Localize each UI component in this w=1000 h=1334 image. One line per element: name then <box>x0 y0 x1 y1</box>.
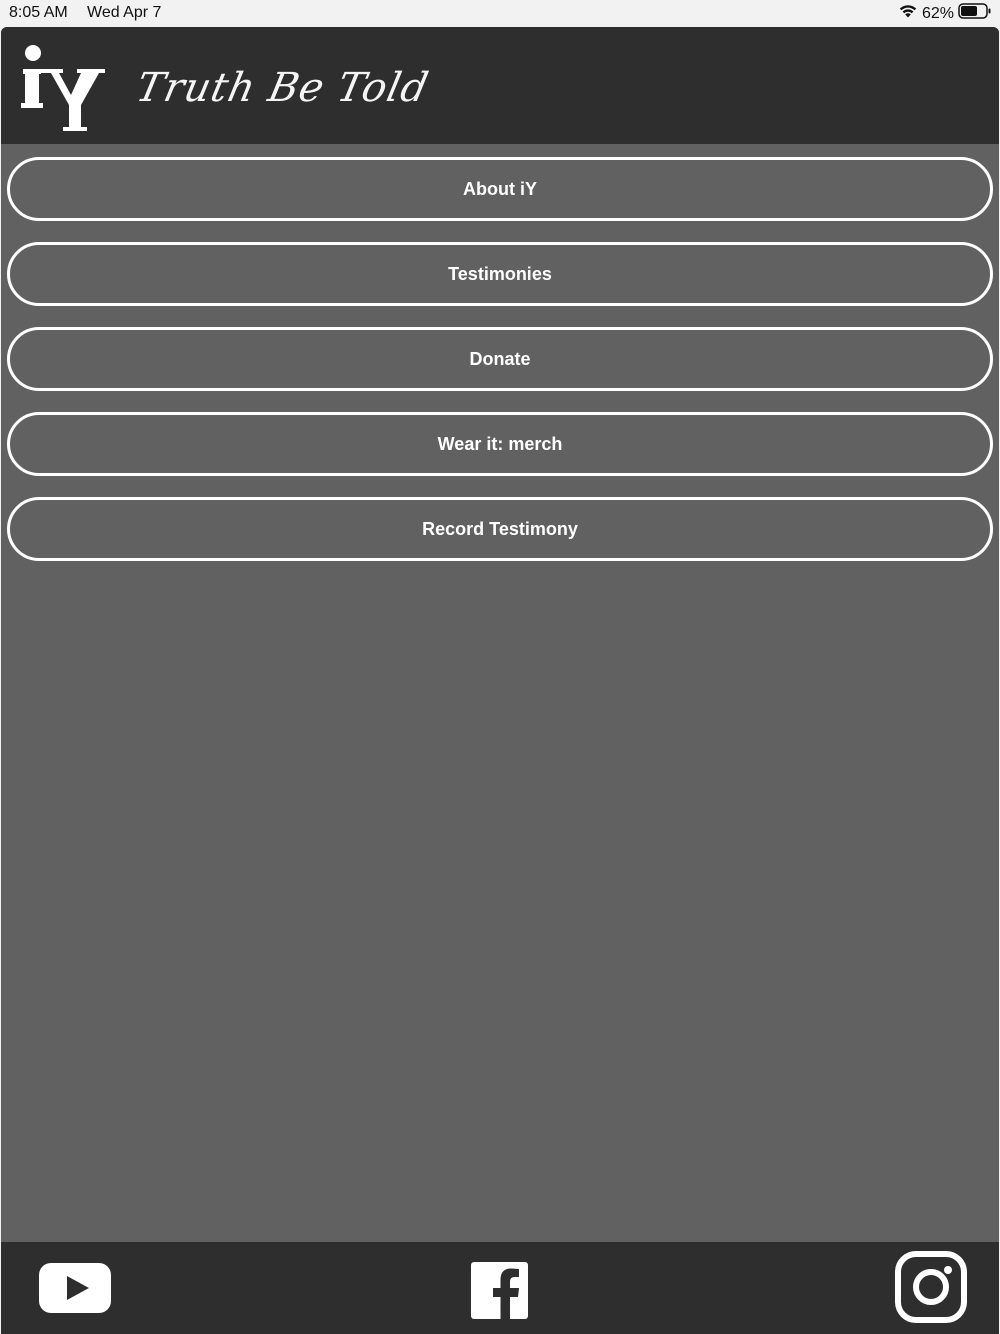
battery-icon <box>958 3 992 24</box>
testimonies-button[interactable]: Testimonies <box>7 242 993 306</box>
app-header <box>1 27 999 144</box>
status-bar <box>0 0 1000 26</box>
record-testimony-button[interactable]: Record Testimony <box>7 497 993 561</box>
donate-button[interactable]: Donate <box>7 327 993 391</box>
app-window <box>1 27 999 1334</box>
status-indicators <box>898 3 992 24</box>
about-iy-button[interactable]: About iY <box>7 157 993 221</box>
footer-bar <box>1 1242 999 1334</box>
merch-button[interactable]: Wear it: merch <box>7 412 993 476</box>
status-date: Wed Apr 7 <box>87 4 162 21</box>
main-menu <box>7 157 993 582</box>
battery-percentage: 62% <box>921 4 954 22</box>
facebook-icon[interactable] <box>471 1262 528 1319</box>
tagline: Truth Be Told <box>132 65 433 111</box>
instagram-icon[interactable] <box>895 1251 967 1323</box>
iy-logo <box>17 43 109 133</box>
wifi-icon <box>898 3 918 24</box>
status-time: 8:05 AM <box>9 4 68 21</box>
youtube-icon[interactable] <box>39 1263 111 1313</box>
